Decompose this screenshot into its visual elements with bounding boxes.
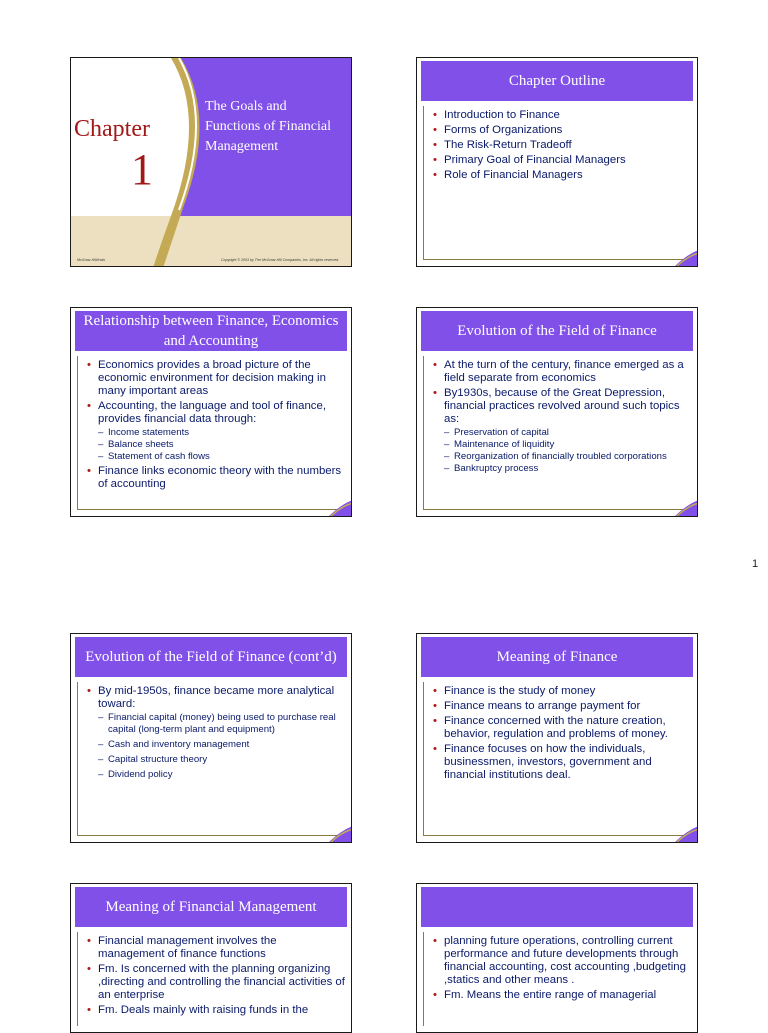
slide-finance-economics-accounting bbox=[70, 307, 352, 517]
slide-heading: Relationship between Finance, Economics and Accounting bbox=[75, 311, 347, 351]
slide-meaning-of-financial-management bbox=[70, 883, 352, 1033]
sub-bullet: – Balance sheets bbox=[98, 439, 345, 451]
slide-heading: Meaning of Finance bbox=[421, 637, 693, 677]
sub-bullet: – Statement of cash flows bbox=[98, 451, 345, 463]
footer-publisher: McGraw-Hill/Irwin bbox=[77, 258, 106, 262]
bullet: • Role of Financial Managers bbox=[432, 169, 691, 182]
bullet: • The Risk-Return Tradeoff bbox=[432, 139, 691, 152]
bullet-text: By1930s, because of the Great Depression, financial practices revolved around such topics as: bbox=[444, 387, 680, 425]
slide-heading: Evolution of the Field of Finance (cont’d) bbox=[75, 637, 347, 677]
footer-copyright: Copyright © 2003 by The McGraw-Hill Companies, Inc. All rights reserved. bbox=[221, 258, 340, 262]
slide-meaning-of-finance bbox=[416, 633, 698, 843]
slide-chapter-outline bbox=[416, 57, 698, 267]
bullet: • Finance is the study of money bbox=[432, 685, 691, 698]
corner-swoosh-icon bbox=[327, 500, 352, 517]
slide-body bbox=[77, 682, 345, 836]
sub-bullet: – Preservation of capital bbox=[444, 427, 691, 439]
sub-bullet: – Income statements bbox=[98, 427, 345, 439]
chapter-number: 1 bbox=[131, 145, 153, 194]
bullet: • Fm. Is concerned with the planning organizing ,directing and controlling the financial activities of an enterprise bbox=[86, 963, 345, 1002]
corner-swoosh-icon bbox=[327, 826, 352, 843]
bullet: • Fm. Means the entire range of managerial bbox=[432, 989, 691, 1002]
slide-title bbox=[70, 57, 352, 267]
sub-bullet: – Capital structure theory bbox=[98, 754, 345, 766]
bullet: • Introduction to Finance bbox=[432, 109, 691, 122]
bullet bbox=[432, 387, 691, 475]
bullet bbox=[86, 400, 345, 463]
sub-bullet: – Reorganization of financially troubled corporations bbox=[444, 451, 691, 463]
bullet: • Financial management involves the management of finance functions bbox=[86, 935, 345, 961]
slide-body bbox=[77, 356, 345, 510]
chapter-title: The Goals and Functions of Financial Management bbox=[205, 99, 331, 154]
slide-body bbox=[423, 932, 691, 1026]
slide-heading bbox=[421, 887, 693, 927]
bullet-text: By mid-1950s, finance became more analytical toward: bbox=[98, 685, 335, 710]
bullet-text: Accounting, the language and tool of finance, provides financial data through: bbox=[98, 400, 326, 425]
bullet: • Finance focuses on how the individuals, businessmen, investors, government and financial institutions deal. bbox=[432, 743, 691, 782]
slide-body bbox=[423, 682, 691, 836]
bullet: • Forms of Organizations bbox=[432, 124, 691, 137]
slide-heading: Chapter Outline bbox=[421, 61, 693, 101]
bullet: • Finance links economic theory with the numbers of accounting bbox=[86, 465, 345, 491]
corner-swoosh-icon bbox=[673, 500, 698, 517]
sub-bullet: – Cash and inventory management bbox=[98, 739, 345, 751]
page-number: 1 bbox=[752, 558, 759, 570]
bullet: • Finance means to arrange payment for bbox=[432, 700, 691, 713]
slide-financial-management-contd bbox=[416, 883, 698, 1033]
slide-body bbox=[77, 932, 345, 1026]
bullet: • Finance concerned with the nature creation, behavior, regulation and problems of money. bbox=[432, 715, 691, 741]
sub-bullet: – Financial capital (money) being used to purchase real capital (long-term plant and equipment) bbox=[98, 712, 345, 736]
bullet: • At the turn of the century, finance emerged as a field separate from economics bbox=[432, 359, 691, 385]
slide-body bbox=[423, 356, 691, 510]
sub-bullet: – Maintenance of liquidity bbox=[444, 439, 691, 451]
sub-bullet: – Dividend policy bbox=[98, 769, 345, 781]
bullet: • Economics provides a broad picture of the economic environment for decision making in many important areas bbox=[86, 359, 345, 398]
slide-heading: Evolution of the Field of Finance bbox=[421, 311, 693, 351]
slide-body bbox=[423, 106, 691, 260]
corner-swoosh-icon bbox=[673, 826, 698, 843]
corner-swoosh-icon bbox=[673, 250, 698, 267]
chapter-word: Chapter bbox=[74, 116, 150, 142]
bullet: • planning future operations, controlling current performance and future developments through financial accounting, cost accounting ,budgeting ,statics and other means . bbox=[432, 935, 691, 987]
slide-evolution-of-finance bbox=[416, 307, 698, 517]
slide-evolution-of-finance-contd bbox=[70, 633, 352, 843]
slide-heading: Meaning of Financial Management bbox=[75, 887, 347, 927]
bullet: • Primary Goal of Financial Managers bbox=[432, 154, 691, 167]
gold-arc-decoration bbox=[71, 58, 352, 267]
sub-bullet: – Bankruptcy process bbox=[444, 463, 691, 475]
bullet bbox=[86, 685, 345, 781]
bullet: • Fm. Deals mainly with raising funds in the bbox=[86, 1004, 345, 1017]
